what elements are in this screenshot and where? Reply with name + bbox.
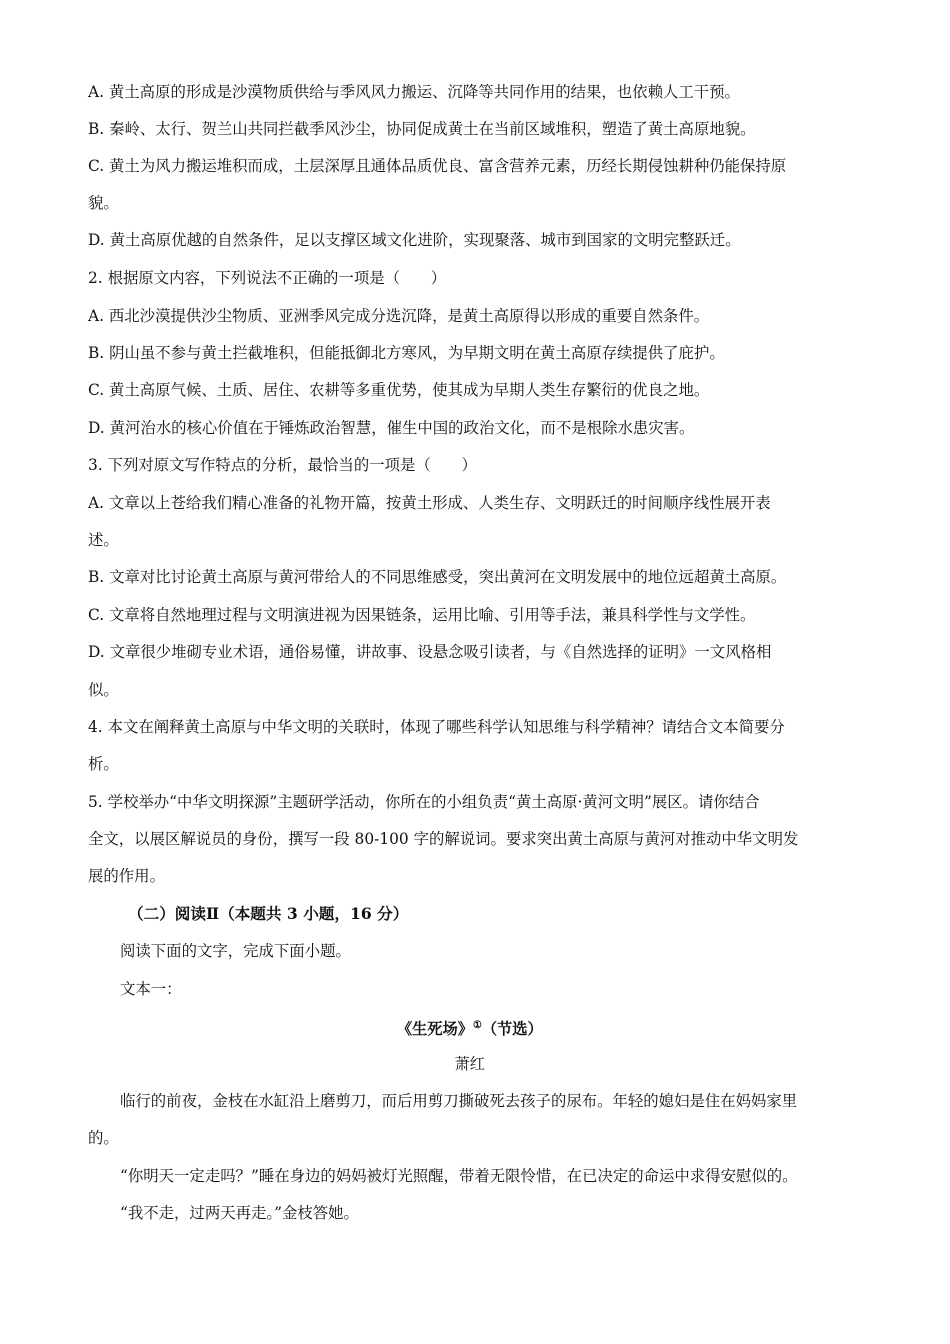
excerpt-title bbox=[0, 1016, 940, 1039]
question-4: 4. 本文在阐释黄土高原与中华文明的关联时，体现了哪些科学认知思维与科学精神？请结合文本简要分 bbox=[88, 718, 785, 736]
option-2d: D. 黄河治水的核心价值在于锤炼政治智慧，催生中国的政治文化，而不是根除水患灾害。 bbox=[88, 419, 695, 437]
question-5-cont2: 展的作用。 bbox=[88, 867, 165, 885]
option-1c: C. 黄土为风力搬运堆积而成，土层深厚且通体品质优良、富含营养元素，历经长期侵蚀耕种仍能保持原 bbox=[88, 157, 787, 175]
story-paragraph-2: “你明天一定走吗？”睡在身边的妈妈被灯光照醒，带着无限怜惜，在已决定的命运中求得安慰似的。 bbox=[120, 1167, 798, 1185]
option-3b: B. 文章对比讨论黄土高原与黄河带给人的不同思维感受，突出黄河在文明发展中的地位远超黄土高原。 bbox=[88, 568, 787, 586]
question-4-cont: 析。 bbox=[88, 755, 119, 773]
question-5-cont: 全文，以展区解说员的身份，撰写一段 80-100 字的解说词。要求突出黄土高原与黄河对推动中华文明发 bbox=[88, 830, 799, 848]
title-suffix: （节选） bbox=[481, 1020, 543, 1038]
option-1c-cont: 貌。 bbox=[88, 194, 119, 212]
story-paragraph-1: 临行的前夜，金枝在水缸沿上磨剪刀，而后用剪刀撕破死去孩子的尿布。年轻的媳妇是住在妈妈家里 bbox=[120, 1092, 798, 1110]
question-3: 3. 下列对原文写作特点的分析，最恰当的一项是（ ） bbox=[88, 456, 477, 474]
section-heading: （二）阅读Ⅱ（本题共 3 小题，16 分） bbox=[128, 904, 409, 923]
footnote-marker: ① bbox=[472, 1020, 482, 1031]
question-2: 2. 根据原文内容，下列说法不正确的一项是（ ） bbox=[88, 269, 447, 287]
instruction-text: 阅读下面的文字，完成下面小题。 bbox=[120, 942, 351, 960]
option-2b: B. 阴山虽不参与黄土拦截堆积，但能抵御北方寒风，为早期文明在黄土高原存续提供了庇护。 bbox=[88, 344, 725, 362]
option-2a: A. 西北沙漠提供沙尘物质、亚洲季风完成分选沉降，是黄土高原得以形成的重要自然条件。 bbox=[88, 307, 710, 325]
option-3d-cont: 似。 bbox=[88, 681, 119, 699]
option-1a: A. 黄土高原的形成是沙漠物质供给与季风风力搬运、沉降等共同作用的结果，也依赖人工干预。 bbox=[88, 83, 740, 101]
story-paragraph-1-cont: 的。 bbox=[88, 1129, 119, 1147]
option-2c: C. 黄土高原气候、土质、居住、农耕等多重优势，使其成为早期人类生存繁衍的优良之地。 bbox=[88, 381, 710, 399]
option-1d: D. 黄土高原优越的自然条件，足以支撑区域文化进阶，实现聚落、城市到国家的文明完整跃迁。 bbox=[88, 231, 741, 249]
option-3d: D. 文章很少堆砌专业术语，通俗易懂，讲故事、设悬念吸引读者，与《自然选择的证明》一文风格相 bbox=[88, 643, 772, 661]
text-label: 文本一： bbox=[120, 980, 182, 998]
author-name: 萧红 bbox=[454, 1055, 485, 1073]
option-1b: B. 秦岭、太行、贺兰山共同拦截季风沙尘，协同促成黄土在当前区域堆积，塑造了黄土高原地貌。 bbox=[88, 120, 756, 138]
story-paragraph-3: “我不走，过两天再走。”金枝答她。 bbox=[120, 1204, 359, 1222]
option-3a: A. 文章以上苍给我们精心准备的礼物开篇，按黄土形成、人类生存、文明跃迁的时间顺序线性展开表 bbox=[88, 494, 771, 512]
question-5: 5. 学校举办“中华文明探源”主题研学活动，你所在的小组负责“黄土高原·黄河文明”展区。请你结合 bbox=[88, 793, 760, 811]
title-main: 《生死场》 bbox=[396, 1020, 473, 1038]
option-3c: C. 文章将自然地理过程与文明演进视为因果链条，运用比喻、引用等手法，兼具科学性与文学性。 bbox=[88, 606, 756, 624]
option-3a-cont: 述。 bbox=[88, 531, 119, 549]
